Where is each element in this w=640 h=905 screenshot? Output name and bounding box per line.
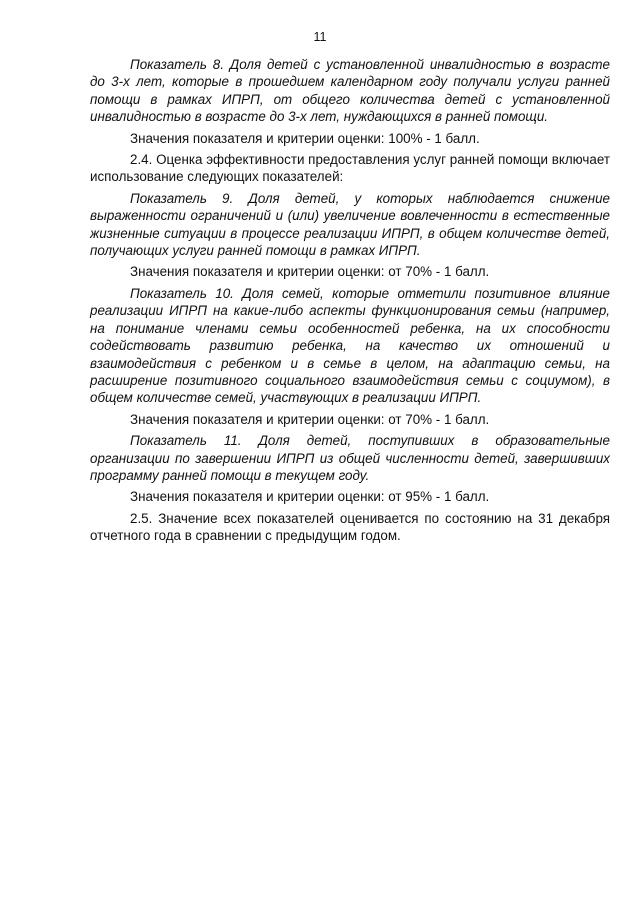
indicator-11-criteria: Значения показателя и критерии оценки: от 95% - 1 балл. xyxy=(130,489,490,505)
indicator-10-paragraph: Показатель 10. Доля семей, которые отметили позитивное влияние реализации ИПРП на какие-либо аспекты функционирования семьи (например, на понимание членами семьи особенностей ребенка, на их способности содействовать развитию ребенка, на качество их отношений и взаимодействия с ребенком и в семье в целом, на адаптацию семьи, на расширение позитивного социального взаимодействия семьи с социумом), в общем количестве семей, участвующих в реализации ИПРП. xyxy=(90,285,610,406)
indicator-9-criteria: Значения показателя и критерии оценки: от 70% - 1 балл. xyxy=(130,264,490,280)
indicator-8-paragraph: Показатель 8. Доля детей с установленной инвалидностью в возрасте до 3-х лет, которые в прошедшем календарном году получали услуги ранней помощи в рамках ИПРП, от общего количества детей с установленной инвалидностью в возрасте до 3-х лет, нуждающихся в ранней помощи. xyxy=(90,57,610,125)
page-number: 11 xyxy=(313,30,327,44)
indicator-10-criteria: Значения показателя и критерии оценки: от 70% - 1 балл. xyxy=(130,411,490,427)
indicator-11-paragraph: Показатель 11. Доля детей, поступивших в образовательные организации по завершении ИПРП из общей численности детей, завершивших программу ранней помощи в текущем году. xyxy=(90,433,610,483)
document-body xyxy=(90,56,610,549)
indicator-9-paragraph: Показатель 9. Доля детей, у которых наблюдается снижение выраженности ограничений и (или) увеличение вовлеченности в естественные жизненные ситуации в процессе реализации ИПРП, в общем количестве детей, получающих услуги ранней помощи в рамках ИПРП. xyxy=(90,190,610,259)
indicator-8-criteria: Значения показателя и критерии оценки: 100% - 1 балл. xyxy=(130,130,480,146)
section-2-5-paragraph: 2.5. Значение всех показателей оценивается по состоянию на 31 декабря отчетного года в сравнении с предыдущим годом. xyxy=(90,510,610,544)
section-2-4-paragraph: 2.4. Оценка эффективности предоставления услуг ранней помощи включает использование следующих показателей: xyxy=(90,152,610,185)
